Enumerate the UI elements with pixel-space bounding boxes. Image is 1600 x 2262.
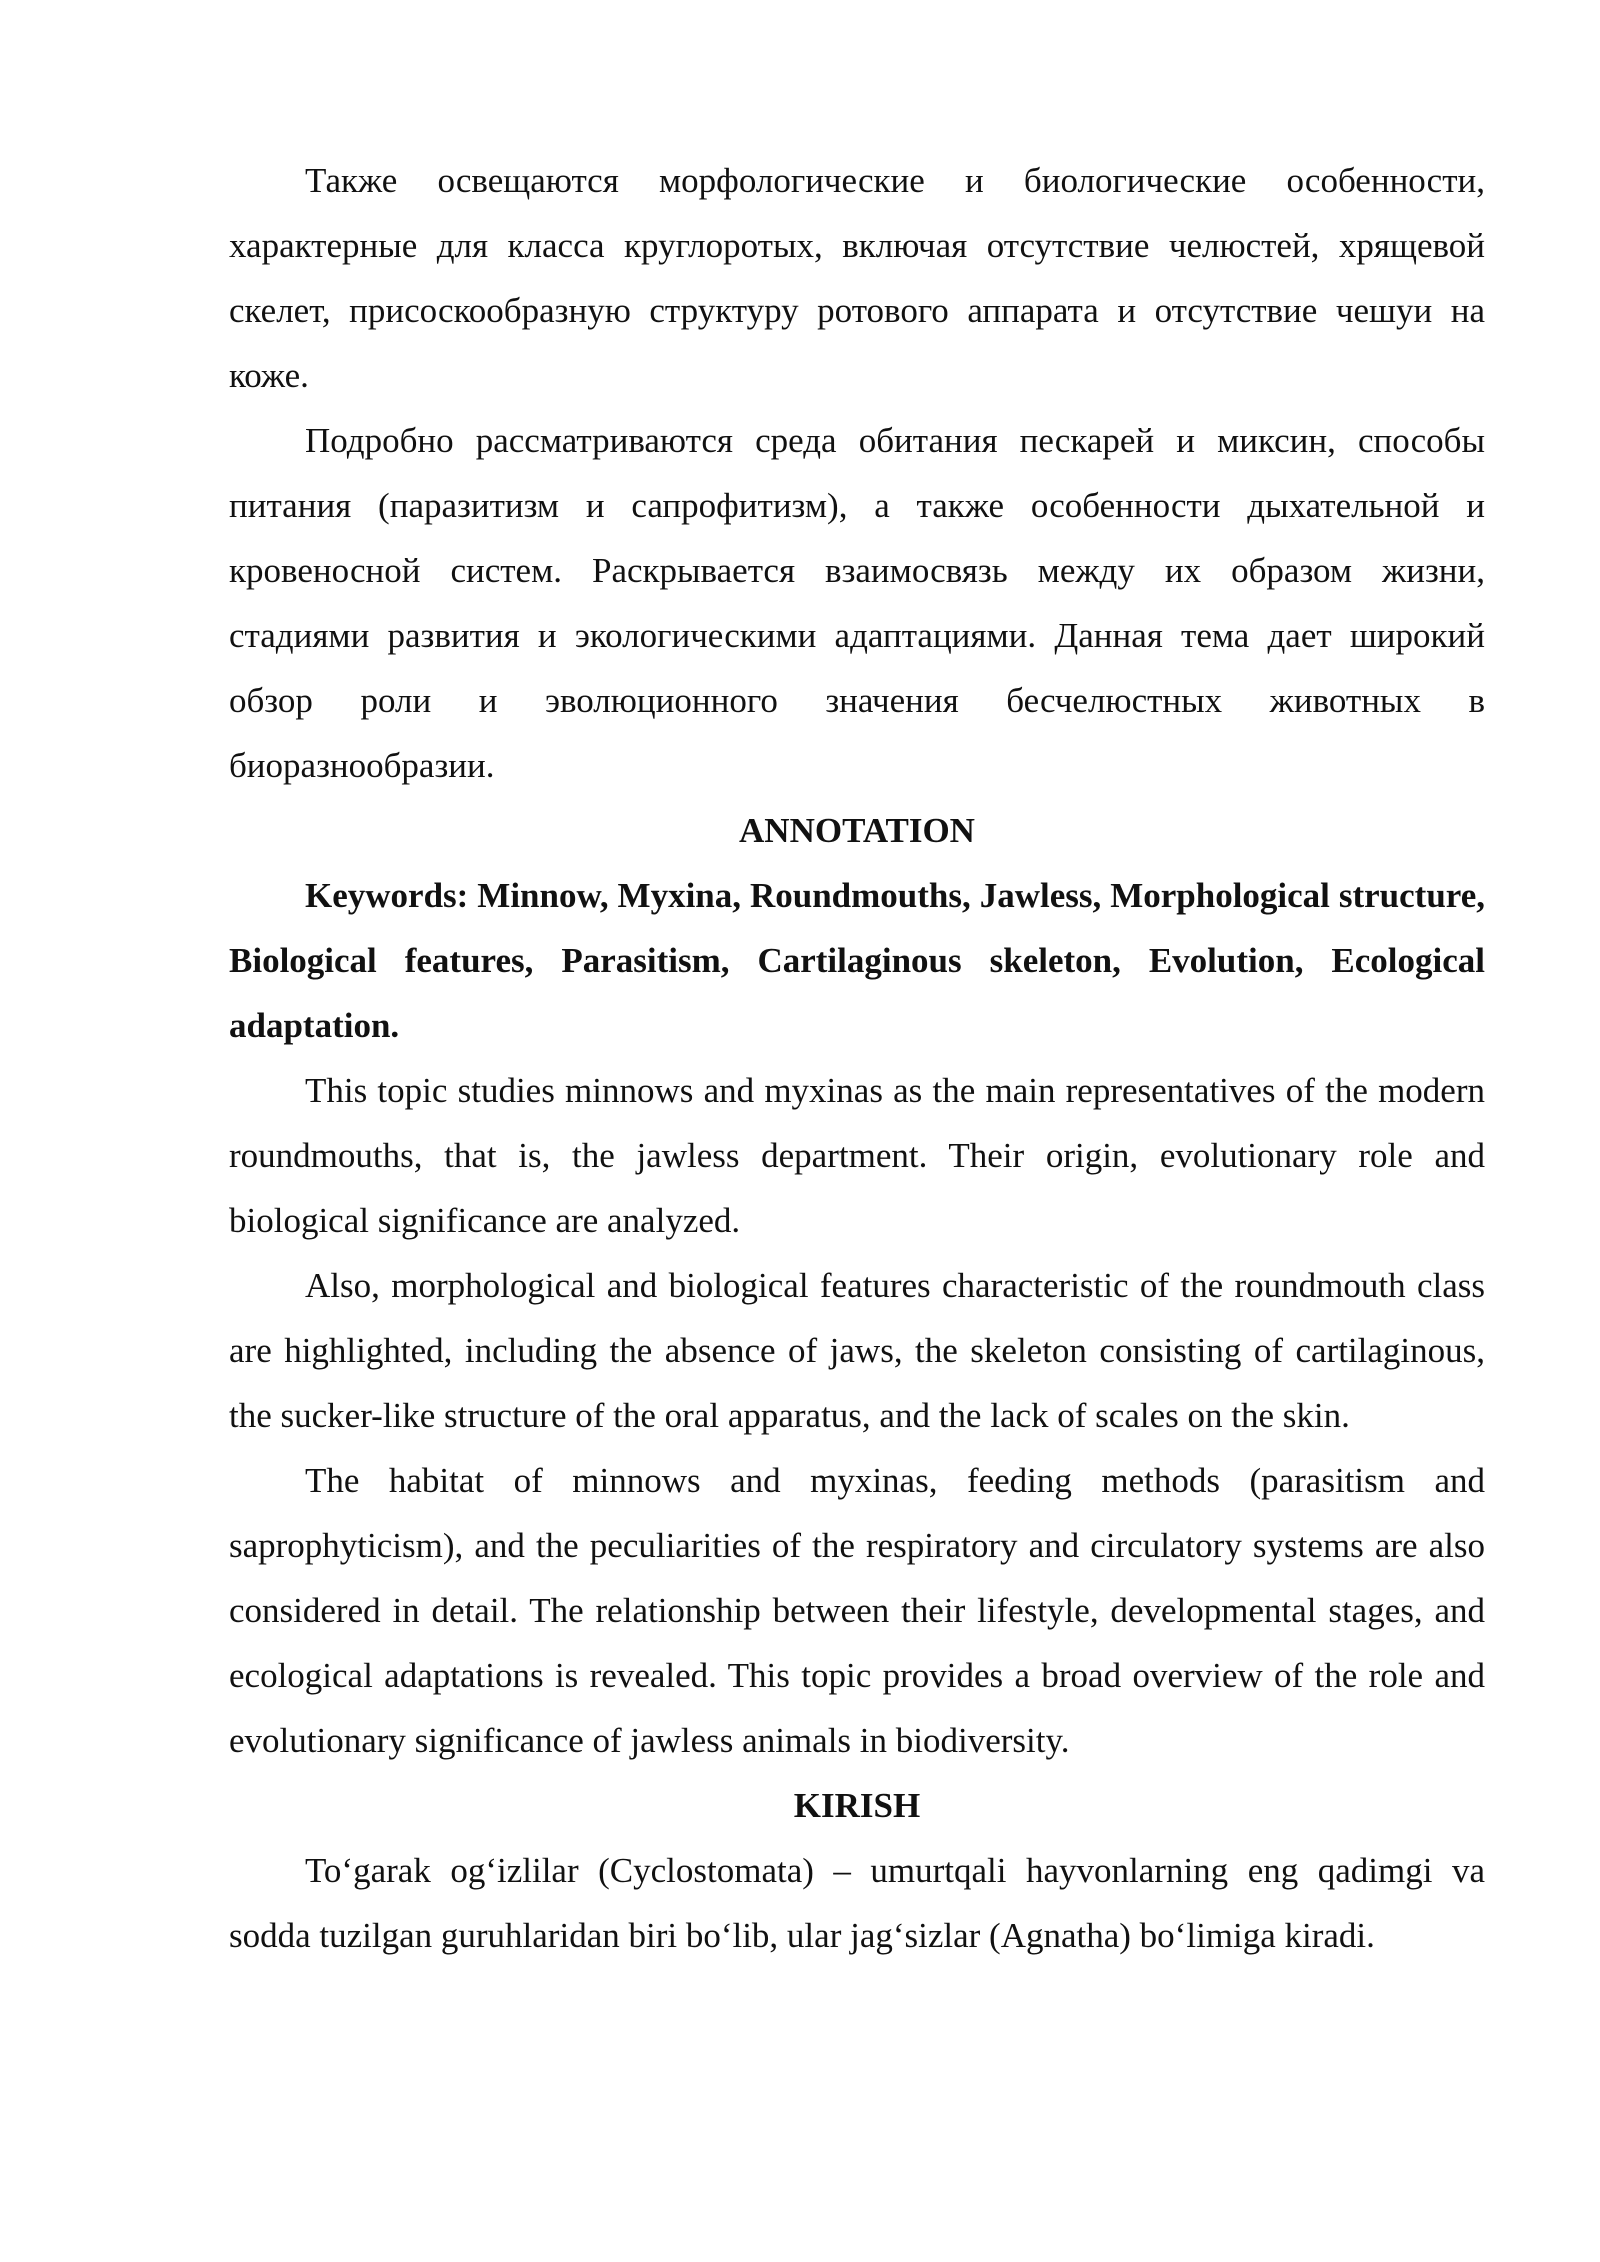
annotation-heading: ANNOTATION bbox=[739, 811, 975, 850]
annotation-paragraph-topic: This topic studies minnows and myxinas as the main representatives of the modern roundmouths, that is, the jawless department. Their origin, evolutionary role and biological significance are analyzed. bbox=[229, 1071, 1485, 1240]
kirish-heading: KIRISH bbox=[793, 1786, 921, 1825]
keywords-list: Minnow, Myxina, Roundmouths, Jawless, Morphological structure, Biological features, Parasitism, Cartilaginous skeleton, Evolution, Ecological adaptation. bbox=[229, 876, 1485, 1045]
kirish-paragraph: To‘garak og‘izlilar (Cyclostomata) – umurtqali hayvonlarning eng qadimgi va sodda tuzilgan guruhlaridan biri bo‘lib, ular jag‘sizlar (Agnatha) bo‘limiga kiradi. bbox=[229, 1851, 1485, 1955]
russian-paragraph-habitat: Подробно рассматриваются среда обитания пескарей и миксин, способы питания (паразитизм и сапрофитизм), а также особенности дыхательной и кровеносной систем. Раскрывается взаимосвязь между их образом жизни, стадиями развития и экологическими адаптациями. Данная тема дает широкий обзор роли и эволюционного значения бесчелюстных животных в биоразнообразии. bbox=[229, 421, 1485, 785]
annotation-paragraph-habitat: The habitat of minnows and myxinas, feeding methods (parasitism and saprophyticism), and the peculiarities of the respiratory and circulatory systems are also considered in detail. The relationship between their lifestyle, developmental stages, and ecological adaptations is revealed. This topic provides a broad overview of the role and evolutionary significance of jawless animals in biodiversity. bbox=[229, 1461, 1485, 1760]
russian-paragraph-morphology: Также освещаются морфологические и биологические особенности, характерные для класса круглоротых, включая отсутствие челюстей, хрящевой скелет, присоскообразную структуру ротового аппарата и отсутствие чешуи на коже. bbox=[229, 161, 1485, 395]
keywords-label: Keywords: bbox=[305, 876, 469, 915]
keywords-paragraph bbox=[229, 863, 1485, 1058]
annotation-paragraph-morphology: Also, morphological and biological features characteristic of the roundmouth class are highlighted, including the absence of jaws, the skeleton consisting of cartilaginous, the sucker-like structure of the oral apparatus, and the lack of scales on the skin. bbox=[229, 1266, 1485, 1435]
